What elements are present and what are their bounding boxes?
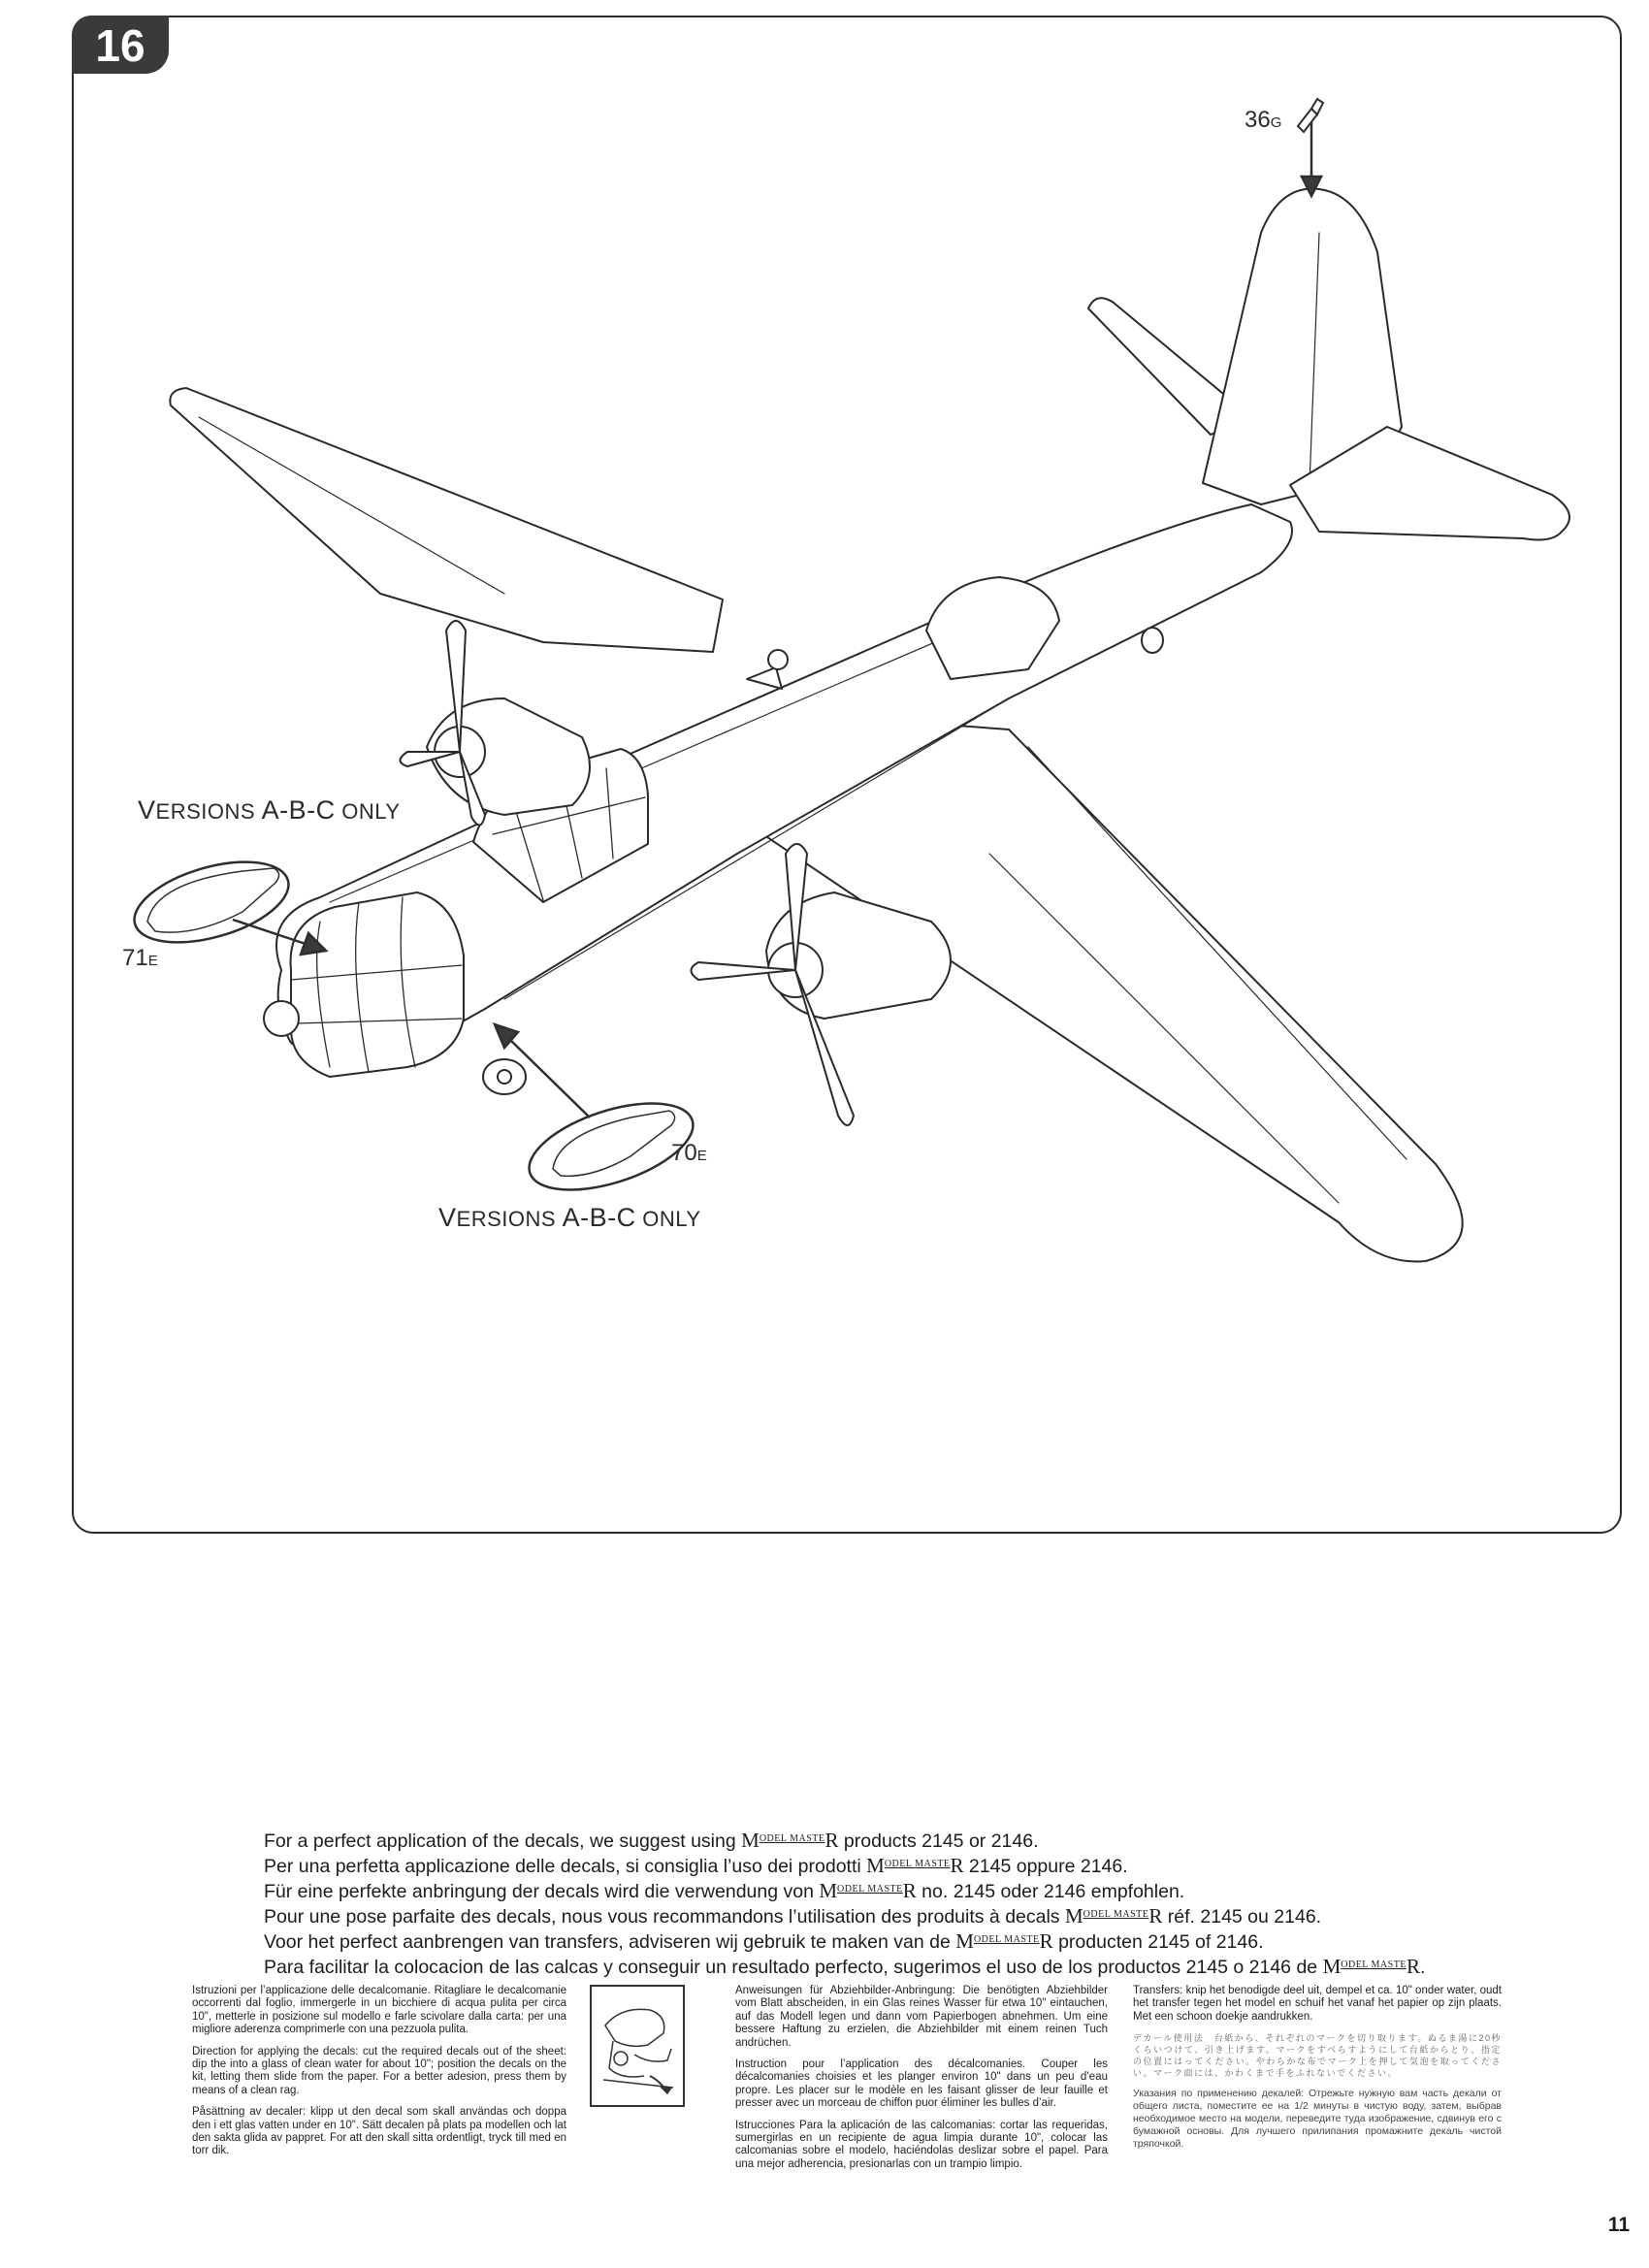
part-36g-label: 36G [1245,107,1282,133]
model-master-logo: $M^{ODEL MASTE}R$ [955,1929,1053,1953]
instruction-es: Istrucciones Para la aplicación de las calcomanias: cortar las requeridas, sumergirlas en un recipiente de agua limpia durante 10", colocar las calcomanias sobre el modelo, haciéndolas deslizar sobre el papel. Para una mejor adherencia, presionarlas con un trampio limpio. [735,2119,1108,2170]
instruction-ru: Указания по применению декалей: Отрежьте нужную вам часть декали от общего листа, поместите ее на 1/2 минуты в чистую воду, затем, выбрав необходимое место на модели, переведите туда изображение, сдвинув его с бумажной основы. Для лучшего прилипания промажните декаль чистой тряпочкой. [1133,2088,1502,2151]
page-number: 11 [1607,2214,1630,2236]
instruction-de: Anweisungen für Abziehbilder-Anbringung: Die benötigten Abziehbilder vom Blatt abscheiden, in ein Glas reines Wasser für etwa 10" eintauchen, auf das Modell legen und dann vom Papierbogen abnehmen. Um eine bessere Haftung zu erzielen, die Abziehbilder mit einem reinen Tuch andrüchen. [735,1985,1108,2049]
instruction-en: Direction for applying the decals: cut the required decals out of the sheet: dip the into a glass of clean water for about 10"; position the decals on the kit, letting them slide from the paper. For a better adesion, press them by means of a clean rag. [192,2045,566,2096]
part-71e-label: 71E [122,945,158,971]
suggestion-nl: Voor het perfect aanbrengen van transfers, adviseren wij gebruik te maken van de $M^{ODEL MASTE}R$ producten 2145 of 2146. [264,1929,1264,1953]
versions-abc-only-label-bottom: VERSIONS A-B-C ONLY [438,1203,701,1232]
model-master-logo: $M^{ODEL MASTE}R$ [866,1854,964,1877]
suggestion-es: Para facilitar la colocacion de las calcas y conseguir un resultado perfecto, sugerimos el uso de los productos 2145 o 2146 de $M^{ODEL MASTE}R$. [264,1955,1426,1978]
decal-application-pictogram [590,1985,685,2107]
part-70e-label: 70E [671,1140,707,1166]
step-number-badge: 16 [72,16,169,74]
versions-abc-only-label-top: VERSIONS A-B-C ONLY [138,795,401,825]
glazed-nose [291,892,464,1077]
instruction-ja: デカール使用法 台紙から、それぞれのマークを切り取ります。ぬるま湯に20秒くらいつけて、引き上げます。マークをすべらすようにして台紙からとり、指定の位置にはってください。やわらかな布でマーク上を押して気泡を取ってください。マーク面には、かわくまで手をふれないでください。 [1133,2033,1502,2079]
suggestion-fr: Pour une pose parfaite des decals, nous vous recommandons l’utilisation des produits à decals $M^{ODEL MASTE}R$ réf. 2145 ou 2146. [264,1904,1322,1928]
model-master-logo: $M^{ODEL MASTE}R$ [1064,1904,1163,1928]
decal-71-outline [125,847,297,957]
instruction-sv: Påsättning av decaler: klipp ut den decal som skall användas och doppa den i ett glas vatten under en 10". Sätt decalen på plats pa modellen och lat den sakta glida av pappret. For att den skall sitta ordentligt, tryck till med en torr dik. [192,2106,566,2157]
model-master-logo: $M^{ODEL MASTE}R$ [819,1879,917,1902]
decal-product-suggestions [264,1828,1525,1979]
suggestion-en: For a perfect application of the decals, we suggest using $M^{ODEL MASTE}R$ products 2145 or 2146. [264,1829,1039,1852]
suggestion-de: Für eine perfekte anbringung der decals wird die verwendung von $M^{ODEL MASTE}R$ no. 2145 oder 2146 empfohlen. [264,1879,1185,1902]
suggestion-it: Per una perfetta applicazione delle decals, si consiglia l’uso dei prodotti $M^{ODEL MASTE}R$ 2145 oppure 2146. [264,1854,1128,1877]
instructions-column-3 [1133,1985,1502,2159]
instructions-column-1 [192,1985,566,2167]
model-master-logo: $M^{ODEL MASTE}R$ [1322,1955,1420,1978]
model-master-logo: $M^{ODEL MASTE}R$ [741,1829,839,1852]
instructions-column-2 [735,1985,1108,2180]
instruction-it: Istruzioni per l’applicazione delle decalcomanie. Ritagliare le decalcomanie occorrenti dal foglio, immergerle in un bicchiere di acqua pulita per circa 10", metterle in posizione sul modello e farle scivolare dalla carta: per una migliore aderenza comprimerle con una pezzuola pulita. [192,1985,566,2036]
instruction-nl: Transfers: knip het benodigde deel uit, dempel et ca. 10" onder water, oudt het transfer tegen het model en schuif het vanaf het papier op zijn plaats. Met een schoon doekje aandrukken. [1133,1985,1502,2023]
left-wing [170,388,723,652]
instruction-fr: Instruction pour l’application des décalcomanies. Couper les décalcomanies choisies et les planger environ 10" dans un peu d’eau propre. Les placer sur le modèle en les faisant glisser de leur fauille et presser avec un morceau de chiffon puor éliminer les bulles d’air. [735,2058,1108,2110]
